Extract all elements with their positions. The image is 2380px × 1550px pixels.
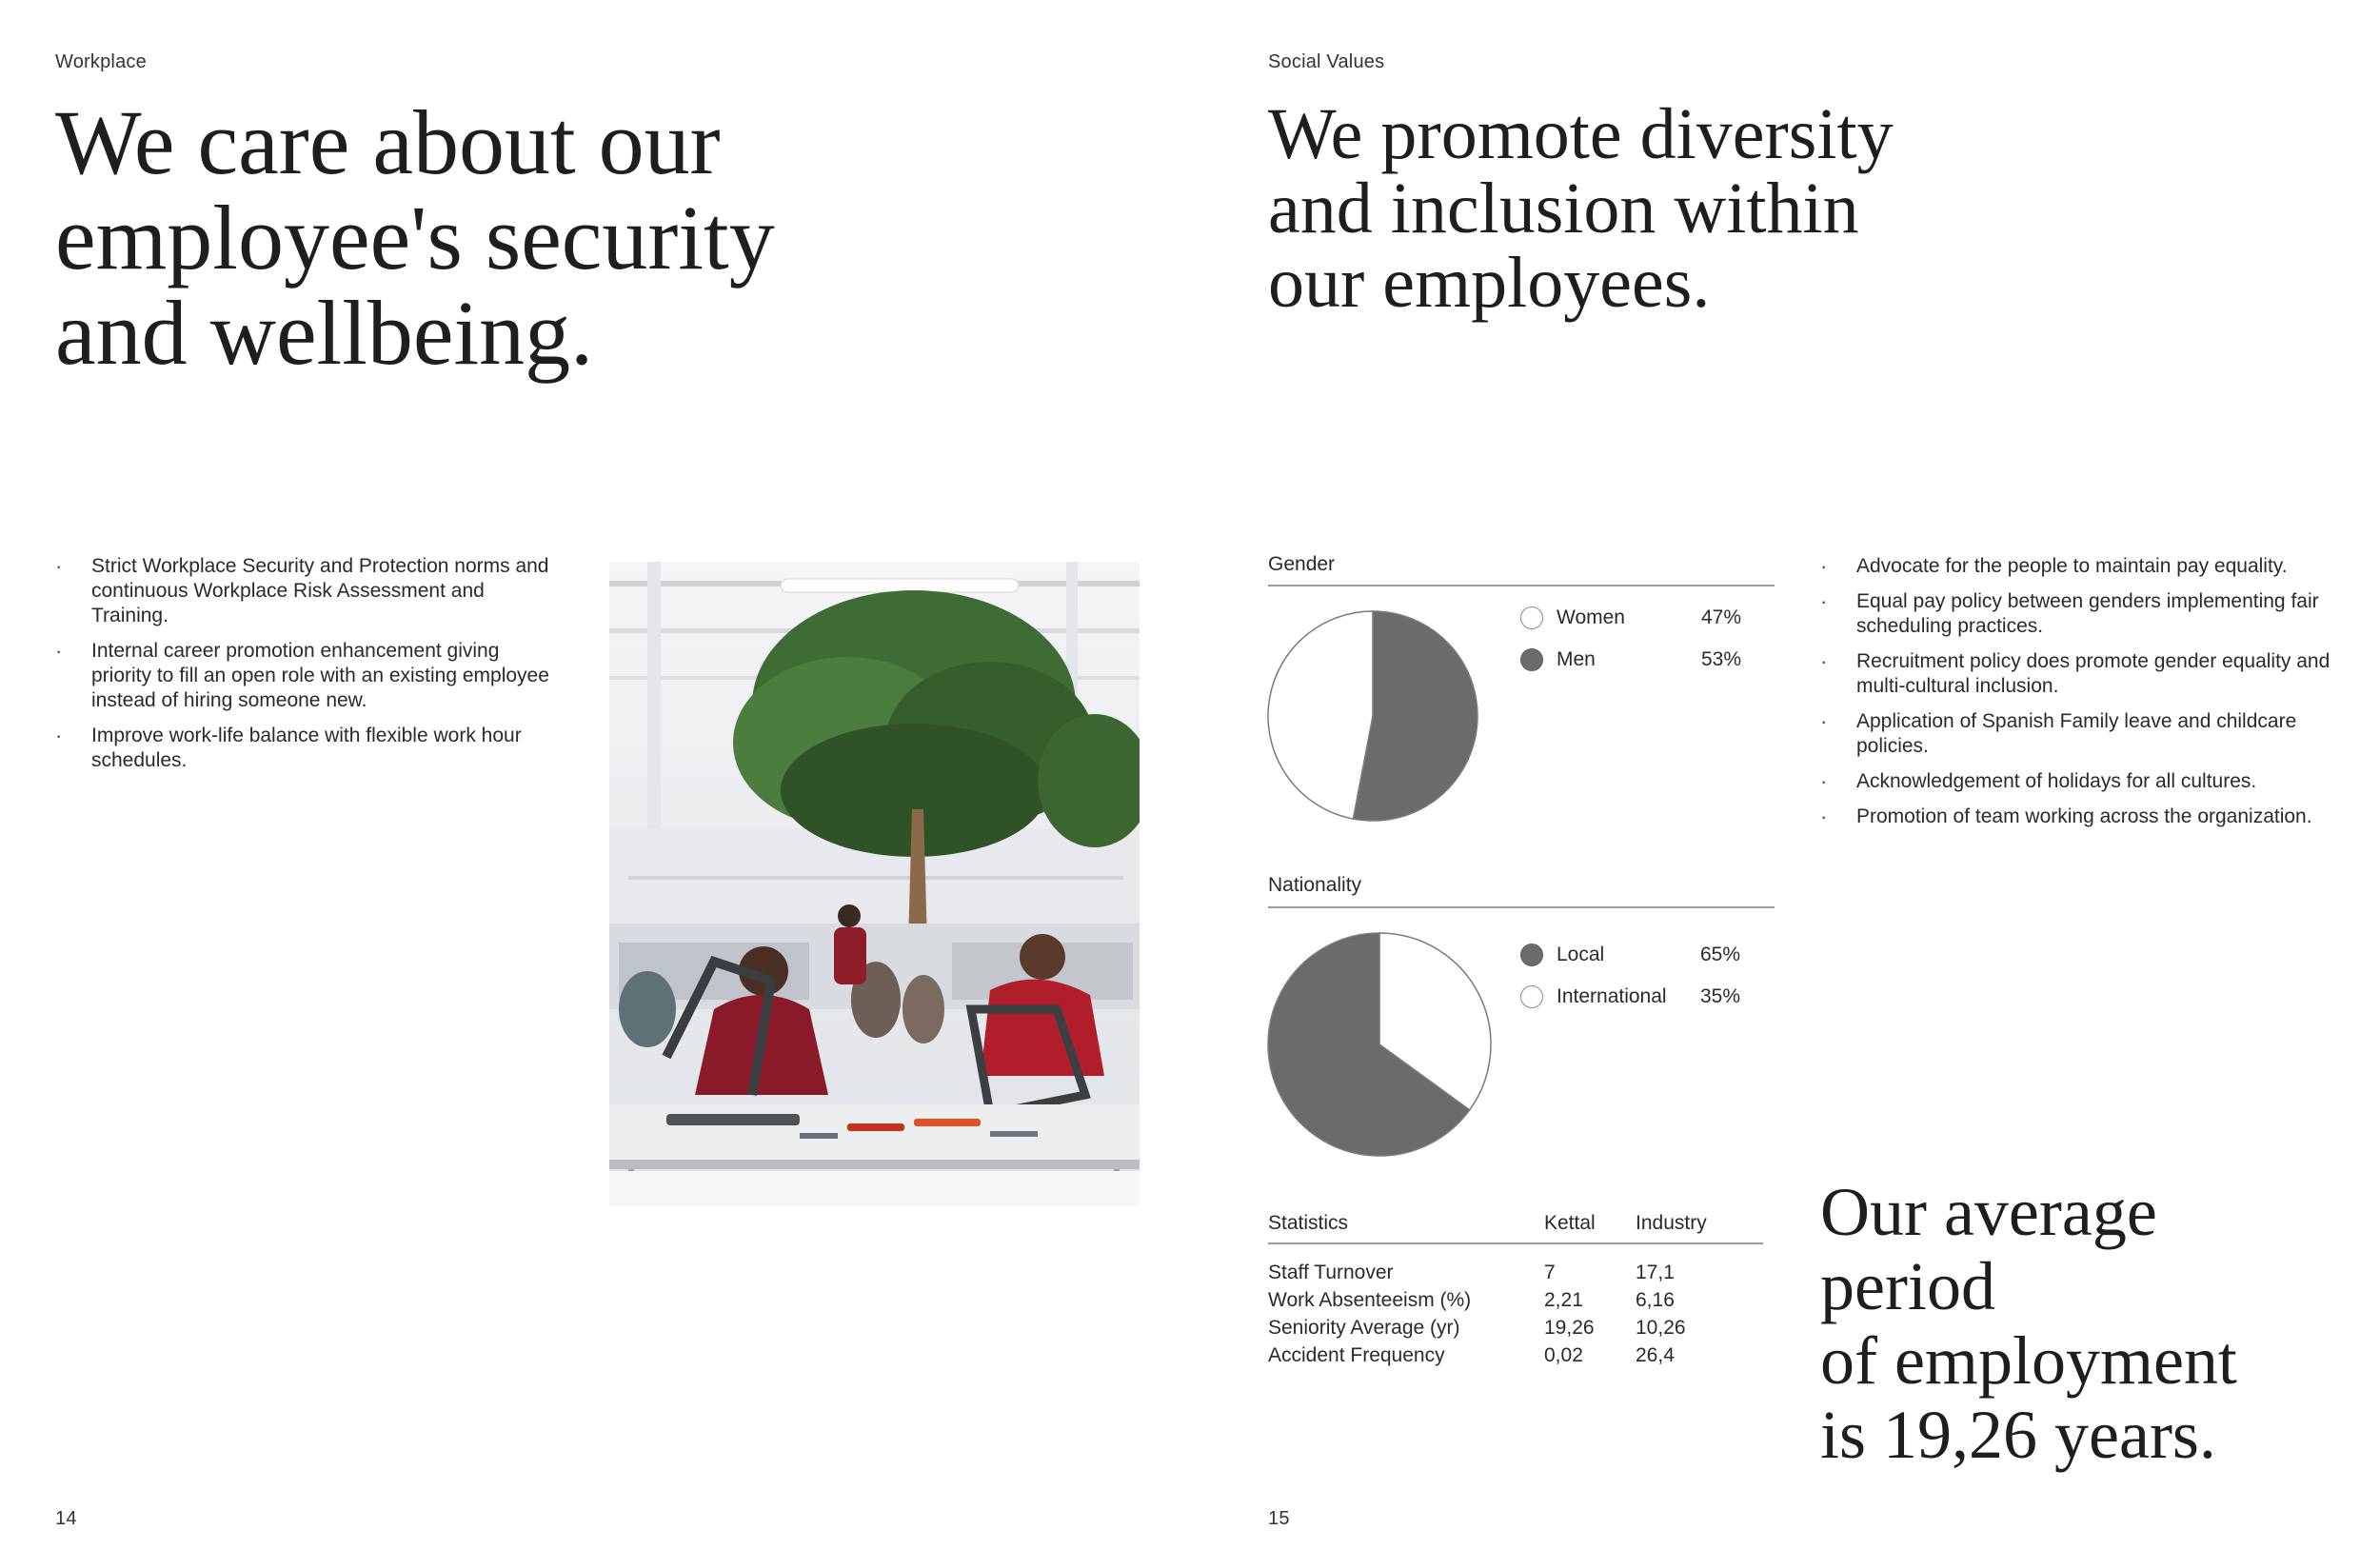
legend-swatch-empty (1520, 606, 1543, 629)
legend-value: 47% (1701, 606, 1742, 628)
row-label: Seniority Average (yr) (1268, 1317, 1460, 1339)
left-title-line: and wellbeing. (55, 282, 594, 384)
social-values-bullet-list (1820, 554, 2353, 840)
employment-period-statement (1820, 1175, 2237, 1472)
statement-line: is 19,26 years. (1820, 1397, 2216, 1473)
row-label: Accident Frequency (1268, 1344, 1445, 1366)
section-label-workplace: Workplace (55, 51, 147, 72)
list-item: · Acknowledgement of holidays for all cultures. (1820, 769, 2353, 794)
legend-label: Local (1557, 944, 1605, 965)
list-item: · Recruitment policy does promote gender equality and multi-cultural inclusion. (1820, 649, 2353, 699)
workplace-bullet-list (55, 554, 550, 784)
list-item: · Improve work-life balance with flexible work hour schedules. (55, 724, 550, 773)
row-label: Work Absenteeism (%) (1268, 1289, 1472, 1311)
row-label: Staff Turnover (1268, 1262, 1394, 1283)
legend-label: International (1557, 985, 1667, 1007)
factory-workers-photo (609, 562, 1140, 1206)
right-page-title (1268, 94, 1894, 323)
list-item: · Application of Spanish Family leave and childcare policies. (1820, 709, 2353, 759)
page-number-left: 14 (55, 1508, 77, 1529)
row-kettal-value: 7 (1544, 1262, 1556, 1283)
legend-value: 35% (1700, 985, 1741, 1007)
legend-local (1520, 943, 1741, 967)
left-title-line: We care about our (55, 91, 721, 193)
row-kettal-value: 2,21 (1544, 1289, 1583, 1311)
gender-chart-title: Gender (1268, 553, 1336, 575)
row-industry-value: 10,26 (1636, 1317, 1686, 1339)
list-item: · Equal pay policy between genders implementing fair scheduling practices. (1820, 589, 2353, 639)
legend-value: 53% (1701, 648, 1742, 670)
statistics-header: Statistics (1268, 1212, 1349, 1234)
statement-line: Our average (1820, 1174, 2157, 1250)
column-header-kettal: Kettal (1544, 1212, 1596, 1234)
column-header-industry: Industry (1636, 1212, 1707, 1234)
legend-value: 65% (1700, 944, 1741, 965)
left-page-title (55, 91, 775, 384)
right-title-line: our employees. (1268, 243, 1711, 323)
gender-pie-chart (1266, 609, 1479, 823)
legend-swatch-filled (1520, 944, 1543, 966)
left-title-line: employee's security (55, 187, 775, 288)
statement-line: of employment (1820, 1322, 2237, 1399)
nationality-divider (1268, 906, 1775, 908)
list-item: · Advocate for the people to maintain pay equality. (1820, 554, 2353, 579)
gender-divider (1268, 585, 1775, 586)
legend-label: Men (1557, 648, 1596, 670)
section-label-social-values: Social Values (1268, 51, 1385, 72)
nationality-pie-chart (1266, 931, 1493, 1158)
right-title-line: and inclusion within (1268, 169, 1859, 248)
legend-swatch-filled (1520, 648, 1543, 671)
row-industry-value: 26,4 (1636, 1344, 1675, 1366)
list-item: · Internal career promotion enhancement giving priority to fill an open role with an existing employee instead of hiring someone new. (55, 639, 550, 713)
row-industry-value: 17,1 (1636, 1262, 1675, 1283)
nationality-chart-title: Nationality (1268, 874, 1362, 896)
list-item: · Strict Workplace Security and Protection norms and continuous Workplace Risk Assessment and Training. (55, 554, 550, 628)
legend-swatch-empty (1520, 985, 1543, 1008)
legend-international (1520, 984, 1741, 1009)
legend-label: Women (1557, 606, 1625, 628)
pie-slice-women (1268, 611, 1373, 819)
row-kettal-value: 0,02 (1544, 1344, 1583, 1366)
legend-men (1520, 647, 1741, 672)
page-number-right: 15 (1268, 1508, 1290, 1529)
statement-line: period (1820, 1248, 1995, 1324)
legend-women (1520, 606, 1741, 630)
right-title-line: We promote diversity (1268, 94, 1894, 174)
list-item: · Promotion of team working across the organization. (1820, 805, 2353, 829)
row-industry-value: 6,16 (1636, 1289, 1675, 1311)
statistics-divider (1268, 1242, 1763, 1244)
row-kettal-value: 19,26 (1544, 1317, 1595, 1339)
